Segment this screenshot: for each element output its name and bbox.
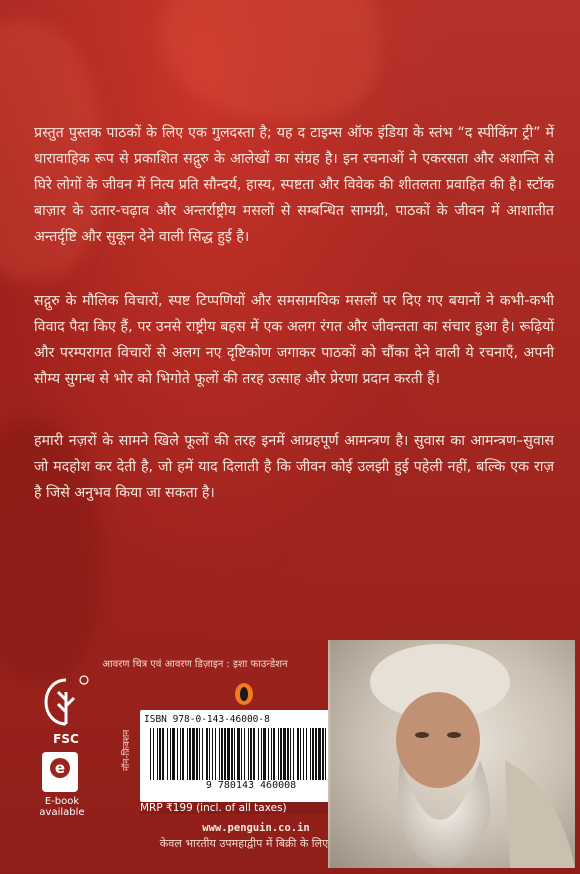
barcode-bar xyxy=(224,728,226,780)
barcode-bar xyxy=(170,728,171,780)
description-paragraph-3 xyxy=(34,428,554,506)
barcode-bar xyxy=(219,728,220,780)
barcode-bar xyxy=(177,728,178,780)
barcode-bar xyxy=(202,728,203,780)
barcode-bar xyxy=(300,728,301,780)
barcode-bar xyxy=(290,728,291,780)
barcode-bar xyxy=(189,728,191,780)
description-paragraph-2 xyxy=(34,288,554,392)
description-paragraph-1 xyxy=(34,120,554,250)
cover-credit: आवरण चित्र एवं आवरण डिज़ाइन : इशा फाउन्डेशन xyxy=(102,659,288,670)
barcode-bar xyxy=(215,728,216,780)
barcode-bar xyxy=(297,728,299,780)
barcode-bar xyxy=(263,728,266,780)
barcode xyxy=(148,728,354,780)
barcode-bar xyxy=(182,728,184,780)
mrp-text: MRP ₹199 (incl. of all taxes) xyxy=(140,802,362,814)
isbn-text: ISBN 978-0-143-46000-8 xyxy=(144,714,270,725)
fsc-tree-icon xyxy=(40,672,92,732)
barcode-bar xyxy=(322,728,324,780)
barcode-bar xyxy=(312,728,314,780)
barcode-bar xyxy=(206,728,208,780)
barcode-bar xyxy=(231,728,233,780)
background-flame xyxy=(160,0,380,120)
barcode-bar xyxy=(306,728,307,780)
barcode-bar xyxy=(293,728,294,780)
fsc-label: FSC xyxy=(53,732,79,746)
barcode-bar xyxy=(250,728,252,780)
barcode-bar xyxy=(192,728,195,780)
ebook-e-glyph: e xyxy=(50,758,70,778)
barcode-bar xyxy=(244,728,245,780)
barcode-bar xyxy=(157,728,158,780)
barcode-bar xyxy=(283,728,286,780)
barcode-bar xyxy=(268,728,269,780)
barcode-bar xyxy=(315,728,317,780)
barcode-bar xyxy=(318,728,321,780)
barcode-bar xyxy=(280,728,282,780)
barcode-bar xyxy=(241,728,242,780)
sale-region-note: केवल भारतीय उपमहाद्वीप में बिक्री के लिए xyxy=(159,837,329,850)
paragraph-text: हमारी नज़रों के सामने खिले फूलों की तरह इनमें आग्रहपूर्ण आमन्त्रण है। सुवास का आमन्त्रण–सुवास जो मदहोश कर देती है, जो हमें याद दिलाती है कि जीवन कोई उलझी हुई पहेली नहीं, बल्कि एक राज़ है जिसे अनुभव किया जा सकता है। xyxy=(34,433,554,501)
barcode-bar xyxy=(325,728,326,780)
barcode-bar xyxy=(150,728,151,780)
barcode-bar xyxy=(310,728,311,780)
barcode-bar xyxy=(278,728,279,780)
paragraph-text: प्रस्तुत पुस्तक पाठकों के लिए एक गुलदस्ता है; यह द टाइम्स ऑफ इंडिया के स्तंभ “द स्पीकिंग ट्री” में धारावाहिक रूप से प्रकाशित सद्गुरु के आलेखों का संग्रह है। इन रचनाओं ने एकरसता और अशान्ति से घिरे लोगों के जीवन में नित्य प्रति सौन्दर्य, हास्य, स्पष्टता और विवेक की शीतलता प्रवाहित की है। स्टॉक बाज़ार के उतार-चढ़ाव और अन्तर्राष्ट्रीय मसलों से सम्बन्धित सामग्री, पाठकों के जीवन में आशातीत अन्तर्दृष्टि और सुकून देने वाली सिद्ध हुई है। xyxy=(34,125,554,245)
barcode-bar xyxy=(221,728,223,780)
ebook-icon xyxy=(42,752,78,792)
author-portrait xyxy=(328,640,575,868)
barcode-bar xyxy=(248,728,249,780)
barcode-bar xyxy=(162,728,164,780)
barcode-bar xyxy=(237,728,240,780)
barcode-bar xyxy=(287,728,289,780)
barcode-bar xyxy=(153,728,154,780)
barcode-number: 9 780143 460008 xyxy=(205,780,297,791)
barcode-bar xyxy=(167,728,168,780)
barcode-bar xyxy=(271,728,272,780)
barcode-bar xyxy=(261,728,262,780)
barcode-bar xyxy=(234,728,235,780)
barcode-bar xyxy=(209,728,210,780)
barcode-bar xyxy=(258,728,259,780)
barcode-bar xyxy=(180,728,181,780)
barcode-bar xyxy=(303,728,304,780)
penguin-logo-icon xyxy=(235,683,253,705)
barcode-bar xyxy=(172,728,175,780)
ebook-label: E-book available xyxy=(39,796,85,818)
paragraph-text: सद्गुरु के मौलिक विचारों, स्पष्ट टिप्पणियों और समसामयिक मसलों पर दिए गए बयानों ने कभी-कभी विवाद पैदा किए हैं, पर उनसे राष्ट्रीय बहस में एक अलग रंगत और जीवन्तता का संचार हुआ है। रूढ़ियों और परम्परागत विचारों से अलग नए दृष्टिकोण जगाकर पाठकों को चौंका देने वाली ये रचनाएँ, अपनी सौम्य सुगन्ध से भोर को भिगोते फूलों की तरह उत्साह और प्रेरणा प्रदान करती हैं। xyxy=(34,293,554,387)
barcode-bar xyxy=(159,728,161,780)
genre-label: नॉन-फ़िक्शन xyxy=(122,729,132,771)
publisher-website: www.penguin.co.in xyxy=(202,822,310,834)
barcode-bar xyxy=(273,728,275,780)
barcode-bar xyxy=(187,728,188,780)
barcode-bar xyxy=(199,728,200,780)
barcode-bar xyxy=(212,728,213,780)
barcode-bar xyxy=(196,728,198,780)
barcode-bar xyxy=(253,728,255,780)
portrait-illustration xyxy=(330,640,575,868)
barcode-bar xyxy=(227,728,230,780)
